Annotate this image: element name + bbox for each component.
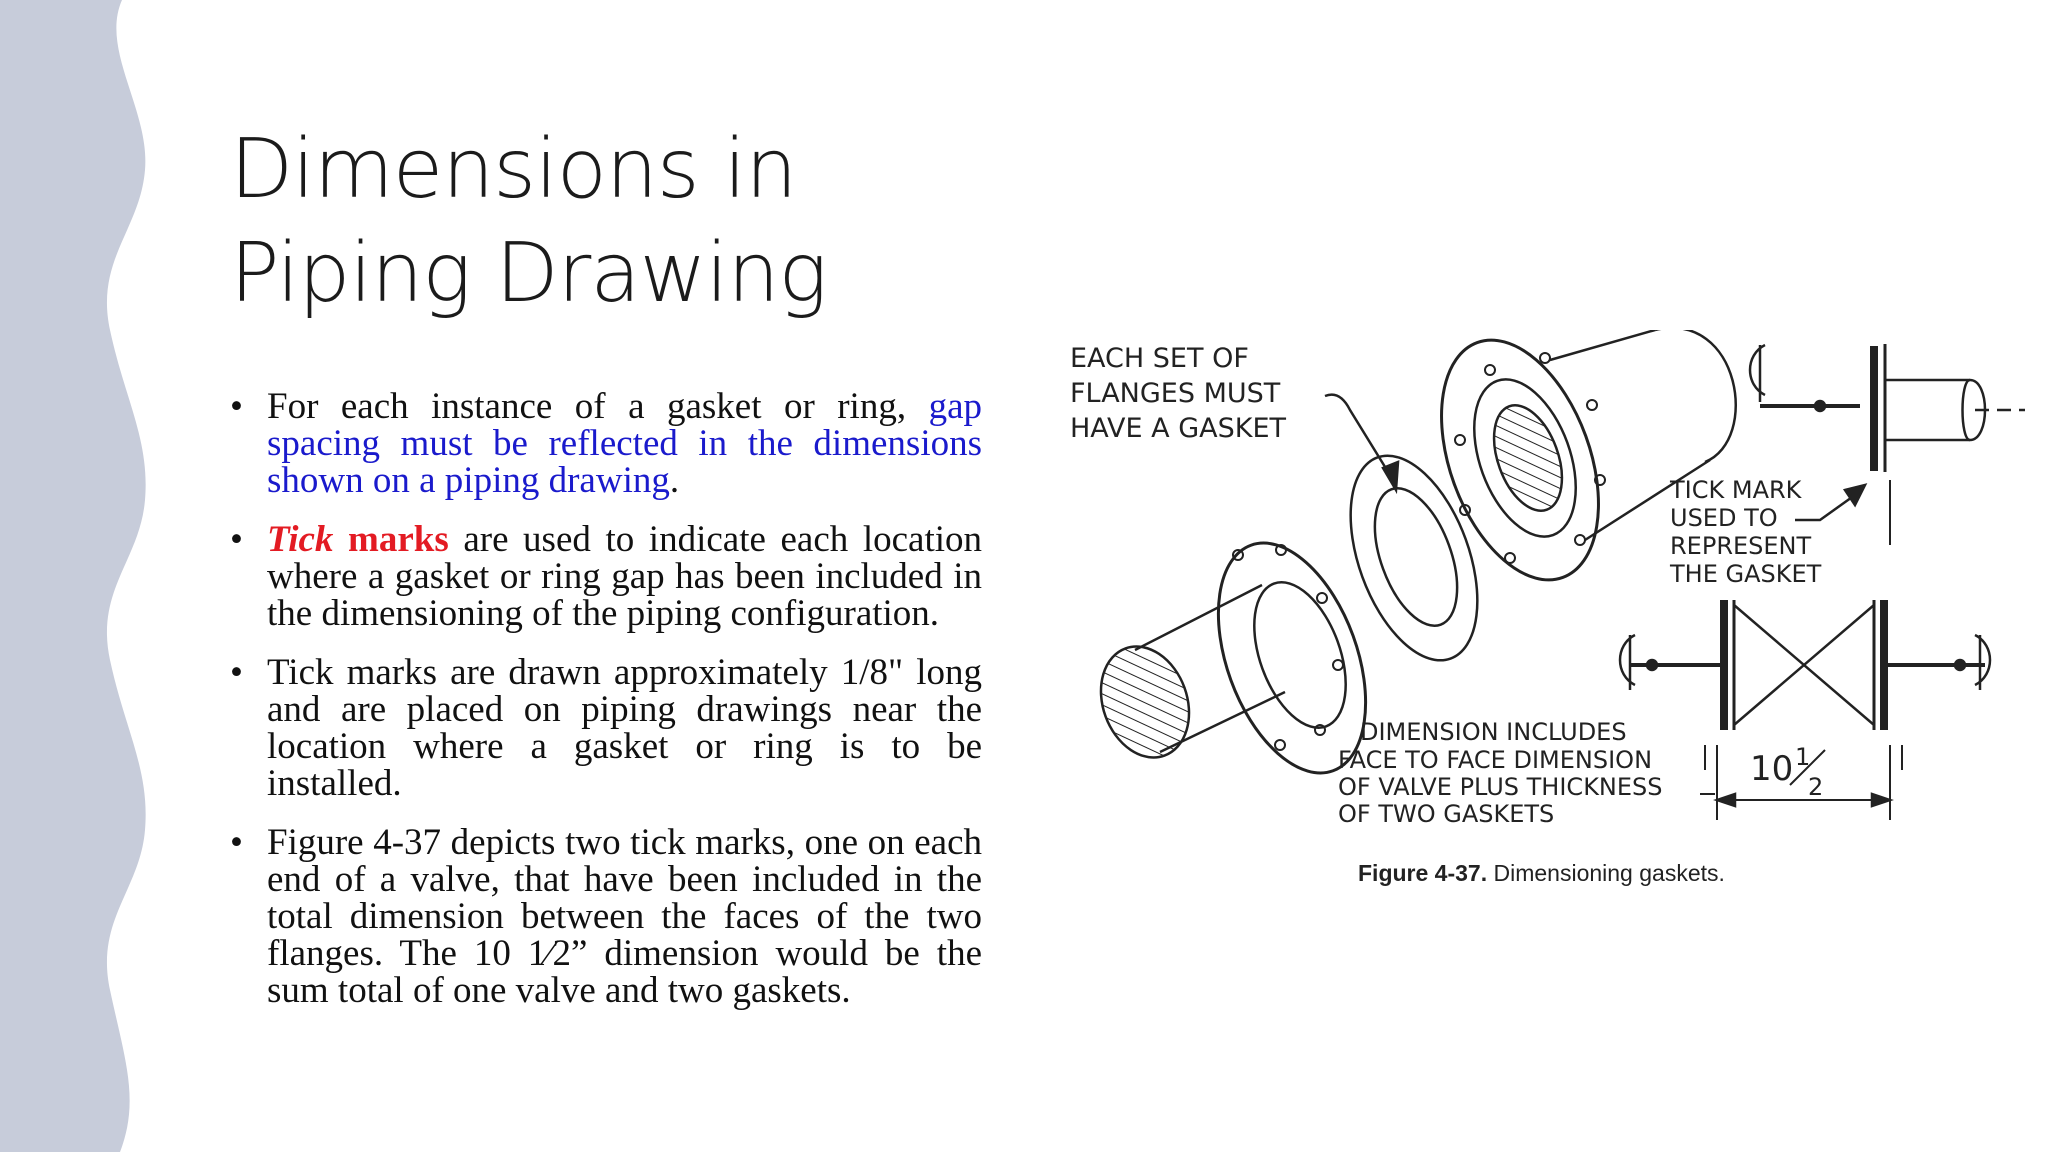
note-dimension-includes [1338,718,1663,828]
dimension-value [1750,743,1825,801]
svg-text:FLANGES MUST: FLANGES MUST [1070,378,1281,409]
bullet-tick-length [230,654,982,802]
slide-title [230,118,827,326]
bullet-text-end: . [669,460,680,501]
bullet-text: Figure 4-37 depicts two tick marks, one on each end of a valve, that have been included in the total dimension between the faces of the two flanges. The 10 1⁄2” dimension would be the sum total of one valve and two gaskets. [267,822,982,1011]
bullet-tick-marks [230,521,982,632]
svg-text:THE GASKET: THE GASKET [1670,560,1822,588]
gasket-ring [1326,439,1503,678]
note-flanges-gasket [1070,343,1287,444]
title-line-2: Piping Drawing [230,226,827,321]
highlighted-text: gap spacing must be reflected in the dimensions shown on a piping drawing [267,386,982,501]
svg-text:USED TO: USED TO [1670,504,1778,532]
bullet-gap-spacing [230,388,982,499]
svg-text:10: 10 [1750,749,1794,789]
svg-text:TICK MARK: TICK MARK [1670,476,1802,504]
bullet-figure-description [230,824,982,1009]
svg-text:2: 2 [1808,773,1824,801]
title-line-1: Dimensions in [230,122,797,217]
bullet-text: For each instance of a gasket or ring, [267,386,929,427]
svg-text:DIMENSION INCLUDES: DIMENSION INCLUDES [1360,718,1627,746]
caption-text: Dimensioning gaskets. [1487,860,1725,886]
caption-label: Figure 4-37. [1358,860,1488,886]
valve-symbol [1620,600,1990,730]
tick-word: Tick [267,519,334,560]
figure-caption [1358,860,1725,887]
svg-text:1: 1 [1795,743,1811,771]
flange-symbol-top [1750,344,2025,545]
note-tick-mark [1669,476,1822,588]
bullet-text: Tick marks are drawn approximately 1/8" long and are placed on piping drawings near the location where a gasket or ring is to be installed. [267,652,982,804]
decorative-side-wave [0,0,160,1152]
bullet-list [230,388,982,1031]
marks-word: marks [348,519,449,560]
svg-text:FACE TO FACE DIMENSION: FACE TO FACE DIMENSION [1338,746,1653,774]
svg-text:OF TWO GASKETS: OF TWO GASKETS [1338,800,1555,828]
bullet-text: are used to indicate each location where a gasket or ring gap has been included in the dimensioning of the piping configuration. [267,519,983,634]
svg-text:HAVE A GASKET: HAVE A GASKET [1070,413,1286,444]
svg-text:REPRESENT: REPRESENT [1670,532,1812,560]
gasket-dimension-figure [1040,330,2030,850]
svg-text:EACH SET OF: EACH SET OF [1070,343,1249,374]
svg-text:OF VALVE PLUS THICKNESS: OF VALVE PLUS THICKNESS [1338,773,1663,801]
